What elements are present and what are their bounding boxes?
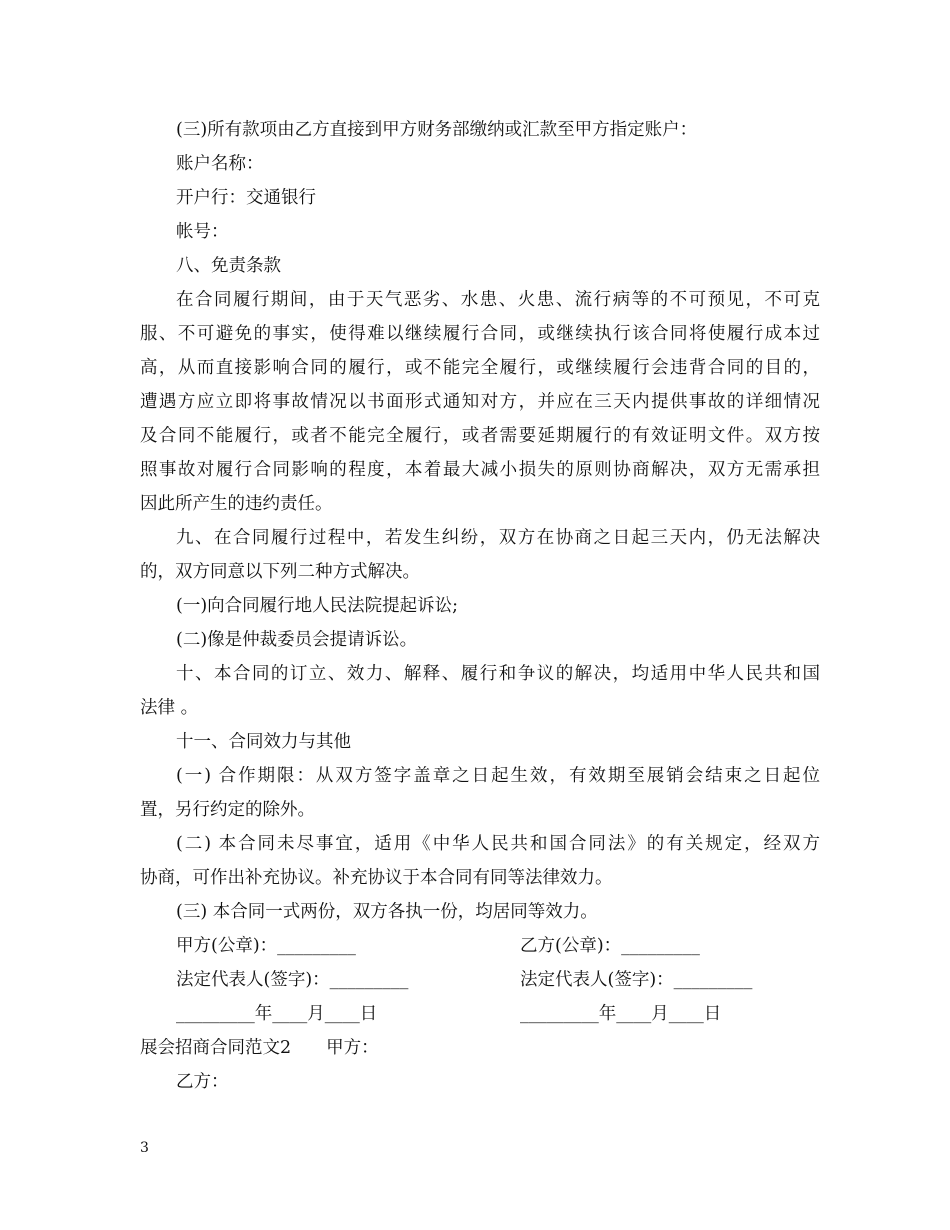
paragraph-line: 照事故对履行合同影响的程度，本着最大减小损失的原则协商解决，双方无需承担 [140,460,820,480]
party-a-seal: 甲方(公章)：_________ [176,936,356,956]
clause-7-3: (三)所有款项由乙方直接到甲方财务部缴纳或汇款至甲方指定账户： [176,120,698,140]
party-b-seal: 乙方(公章)：_________ [520,936,700,956]
clause-9-2: (二)像是仲裁委员会提请诉讼。 [176,630,418,650]
next-document-title: 展会招商合同范文2 甲方： [140,1038,379,1058]
section-9-line: 的，双方同意以下列二种方式解决。 [140,562,420,582]
party-a-representative: 法定代表人(签字)：_________ [176,970,409,990]
clause-11-1: 置，另行约定的除外。 [140,800,315,820]
bank-name: 开户行：交通银行 [176,188,316,208]
paragraph-line: 因此所产生的违约责任。 [140,494,333,514]
paragraph-line: 在合同履行期间，由于天气恶劣、水患、火患、流行病等的不可预见，不可克 [176,290,820,310]
paragraph-line: 遭遇方应立即将事故情况以书面形式通知对方，并应在三天内提供事故的详细情况 [140,392,820,412]
section-11-heading: 十一、合同效力与其他 [176,732,351,752]
clause-11-3: (三) 本合同一式两份，双方各执一份，均居同等效力。 [176,902,598,922]
clause-9-1: (一)向合同履行地人民法院提起诉讼; [176,596,459,616]
section-10-line: 十、本合同的订立、效力、解释、履行和争议的解决，均适用中华人民共和国 [176,664,820,684]
party-b-date: _________年____月____日 [520,1004,722,1024]
page-number: 3 [140,1140,149,1156]
paragraph-line: 及合同不能履行，或者不能完全履行，或者需要延期履行的有效证明文件。双方按 [140,426,820,446]
clause-11-2: (二) 本合同未尽事宜，适用《中华人民共和国合同法》的有关规定，经双方 [176,834,820,854]
clause-11-1: (一) 合作期限：从双方签字盖章之日起生效，有效期至展销会结束之日起位 [176,766,820,786]
section-10-line: 法律 。 [140,698,199,718]
section-8-heading: 八、免责条款 [176,256,281,276]
next-document-party-b: 乙方： [176,1072,229,1092]
account-number: 帐号： [176,222,229,242]
paragraph-line: 高，从而直接影响合同的履行，或不能完全履行，或继续履行会违背合同的目的， [140,358,820,378]
clause-11-2: 协商，可作出补充协议。补充协议于本合同有同等法律效力。 [140,868,613,888]
section-9-line: 九、在合同履行过程中，若发生纠纷，双方在协商之日起三天内，仍无法解决 [176,528,820,548]
party-a-date: _________年____月____日 [176,1004,378,1024]
party-b-representative: 法定代表人(签字)：_________ [520,970,753,990]
account-name: 账户名称： [176,154,264,174]
paragraph-line: 服、不可避免的事实，使得难以继续履行合同，或继续执行该合同将使履行成本过 [140,324,820,344]
